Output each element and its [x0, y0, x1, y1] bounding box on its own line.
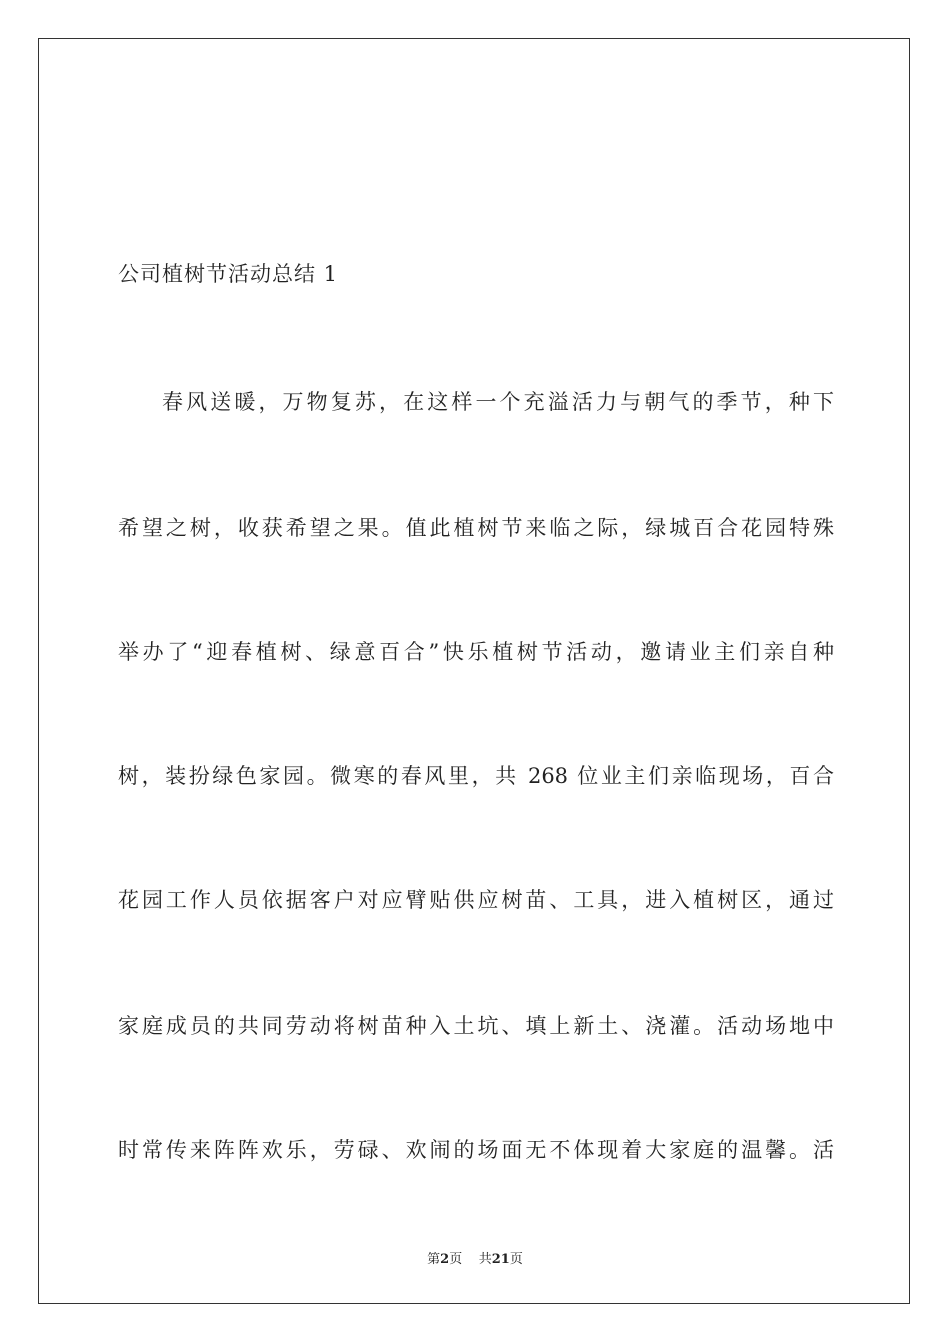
paragraph-line: 希望之树，收获希望之果。值此植树节来临之际，绿城百合花园特殊: [118, 516, 834, 540]
paragraph-line: 春风送暖，万物复苏，在这样一个充溢活力与朝气的季节，种下: [162, 390, 834, 414]
page-footer: [0, 1248, 950, 1267]
total-pages: 21: [491, 1252, 510, 1267]
total-prefix: 共: [478, 1252, 492, 1267]
total-suffix: 页: [509, 1252, 523, 1267]
page-number: 2: [440, 1252, 450, 1267]
paragraph-line: 花园工作人员依据客户对应臂贴供应树苗、工具，进入植树区，通过: [118, 888, 834, 912]
page-prefix: 第: [427, 1252, 441, 1267]
page-suffix: 页: [449, 1252, 463, 1267]
paragraph-line: 树，装扮绿色家园。微寒的春风里，共 268 位业主们亲临现场，百合: [118, 764, 834, 788]
page-border: [38, 38, 910, 1304]
paragraph-line: 时常传来阵阵欢乐，劳碌、欢闹的场面无不体现着大家庭的温馨。活: [118, 1138, 834, 1162]
paragraph-line: 举办了“迎春植树、绿意百合”快乐植树节活动，邀请业主们亲自种: [118, 640, 834, 664]
paragraph-line: 家庭成员的共同劳动将树苗种入土坑、填上新土、浇灌。活动场地中: [118, 1014, 834, 1038]
document-title: 公司植树节活动总结 1: [118, 262, 339, 286]
